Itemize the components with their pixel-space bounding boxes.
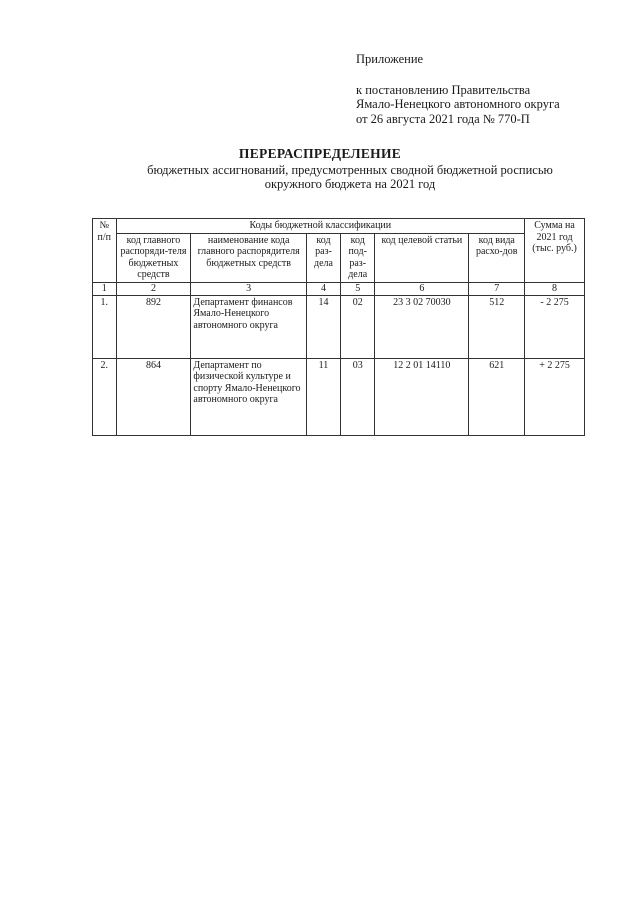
appendix-line-2: Ямало-Ненецкого автономного округа xyxy=(356,97,560,111)
subtitle-line-1: бюджетных ассигнований, предусмотренных сводной бюджетной росписью xyxy=(147,163,553,177)
appendix-block xyxy=(356,52,560,126)
row-section: 14 xyxy=(306,295,340,358)
row-grbs-name: Департамент по физической культуре и спорту Ямало-Ненецкого автономного округа xyxy=(191,358,307,435)
row-subsection: 02 xyxy=(341,295,375,358)
document-subtitle xyxy=(80,163,620,191)
row-grbs-name: Департамент финансов Ямало-Ненецкого автономного округа xyxy=(191,295,307,358)
row-target: 23 3 02 70030 xyxy=(375,295,469,358)
document-title: ПЕРЕРАСПРЕДЕЛЕНИЕ xyxy=(238,146,402,161)
header-expense-type: код вида расхо-дов xyxy=(469,233,525,282)
col-number: 6 xyxy=(375,282,469,295)
row-expense-type: 512 xyxy=(469,295,525,358)
header-sum: Сумма на 2021 год (тыс. руб.) xyxy=(525,219,585,283)
row-num: 1. xyxy=(93,295,117,358)
header-row-1 xyxy=(93,219,585,234)
col-number: 2 xyxy=(116,282,191,295)
row-num: 2. xyxy=(93,358,117,435)
row-section: 11 xyxy=(306,358,340,435)
header-section: код раз-дела xyxy=(306,233,340,282)
appendix-label: Приложение xyxy=(356,52,424,66)
header-subsection: код под-раз-дела xyxy=(341,233,375,282)
col-number: 3 xyxy=(191,282,307,295)
col-number: 1 xyxy=(93,282,117,295)
appendix-line-1: к постановлению Правительства xyxy=(356,82,531,97)
header-grbs-name: наименование кода главного распорядителя бюджетных средств xyxy=(191,233,307,282)
row-sum: + 2 275 xyxy=(525,358,585,435)
header-classification-group: Коды бюджетной классификации xyxy=(116,219,525,234)
header-row-2 xyxy=(93,233,585,282)
appendix-line-3: от 26 августа 2021 года № 770-П xyxy=(356,111,530,126)
column-number-row xyxy=(93,282,585,295)
header-num: № п/п xyxy=(93,219,117,283)
table-row xyxy=(93,295,585,358)
row-grbs-code: 892 xyxy=(116,295,191,358)
row-sum: - 2 275 xyxy=(525,295,585,358)
col-number: 5 xyxy=(341,282,375,295)
col-number: 8 xyxy=(525,282,585,295)
row-target: 12 2 01 14110 xyxy=(375,358,469,435)
header-target: код целевой статьи xyxy=(375,233,469,282)
header-grbs-code: код главного распоряди-теля бюджетных средств xyxy=(116,233,191,282)
row-grbs-code: 864 xyxy=(116,358,191,435)
subtitle-line-2: окружного бюджета на 2021 год xyxy=(264,177,436,191)
reallocation-table xyxy=(92,218,585,436)
row-expense-type: 621 xyxy=(469,358,525,435)
col-number: 7 xyxy=(469,282,525,295)
row-subsection: 03 xyxy=(341,358,375,435)
col-number: 4 xyxy=(306,282,340,295)
table-row xyxy=(93,358,585,435)
